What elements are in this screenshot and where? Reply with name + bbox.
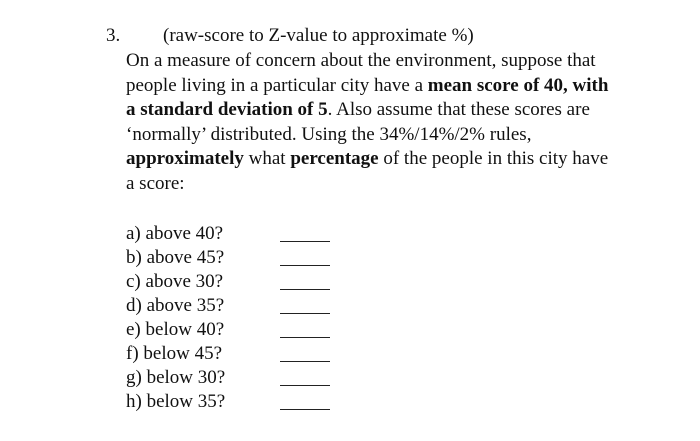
question-line: [126, 172, 686, 197]
answer-item: [126, 270, 336, 294]
answer-item: [126, 318, 336, 342]
question-line: [126, 49, 686, 74]
answer-label: b) above 45?: [126, 247, 225, 268]
answer-item: [126, 390, 336, 414]
answer-item: [126, 366, 336, 390]
question-text: On a measure of concern about the environment, suppose that: [126, 50, 596, 71]
question-body: [126, 49, 686, 196]
answer-label: g) below 30?: [126, 367, 226, 388]
question-line: [126, 147, 686, 172]
answer-list: [126, 222, 336, 414]
question-text: a score:: [126, 172, 185, 194]
question-text: ‘normally’ distributed. Using the 34%/14%/2% rules,: [126, 123, 532, 145]
question-title: (raw-score to Z-value to approximate %): [163, 25, 474, 46]
answer-blank[interactable]: [280, 313, 330, 314]
answer-blank[interactable]: [280, 289, 330, 290]
question-line: [126, 74, 686, 99]
answer-item: [126, 246, 336, 270]
answer-label: a) above 40?: [126, 223, 224, 244]
answer-item: [126, 342, 336, 366]
answer-item: [126, 294, 336, 318]
answer-label: f) below 45?: [126, 343, 223, 364]
answer-blank[interactable]: [280, 361, 330, 362]
question-number: 3.: [106, 25, 121, 46]
emphasized-text: a standard deviation of 5: [126, 99, 328, 120]
question-text: people living in a particular city have a: [126, 74, 428, 96]
answer-blank[interactable]: [280, 409, 330, 410]
answer-blank[interactable]: [280, 385, 330, 386]
answer-label: e) below 40?: [126, 319, 225, 340]
answer-label: h) below 35?: [126, 391, 226, 412]
answer-blank[interactable]: [280, 337, 330, 338]
answer-label: d) above 35?: [126, 295, 225, 316]
answer-item: [126, 222, 336, 246]
answer-label: c) above 30?: [126, 271, 224, 292]
emphasized-text: percentage: [290, 148, 379, 169]
question-text: of the people in this city have: [378, 148, 609, 169]
answer-blank[interactable]: [280, 265, 330, 266]
answer-blank[interactable]: [280, 241, 330, 242]
question-text: what: [243, 148, 291, 169]
question-text: . Also assume that these scores are: [327, 99, 590, 120]
question-line: [126, 98, 686, 123]
question-line: [126, 123, 686, 148]
emphasized-text: mean score of 40, with: [427, 74, 609, 96]
emphasized-text: approximately: [126, 148, 244, 169]
